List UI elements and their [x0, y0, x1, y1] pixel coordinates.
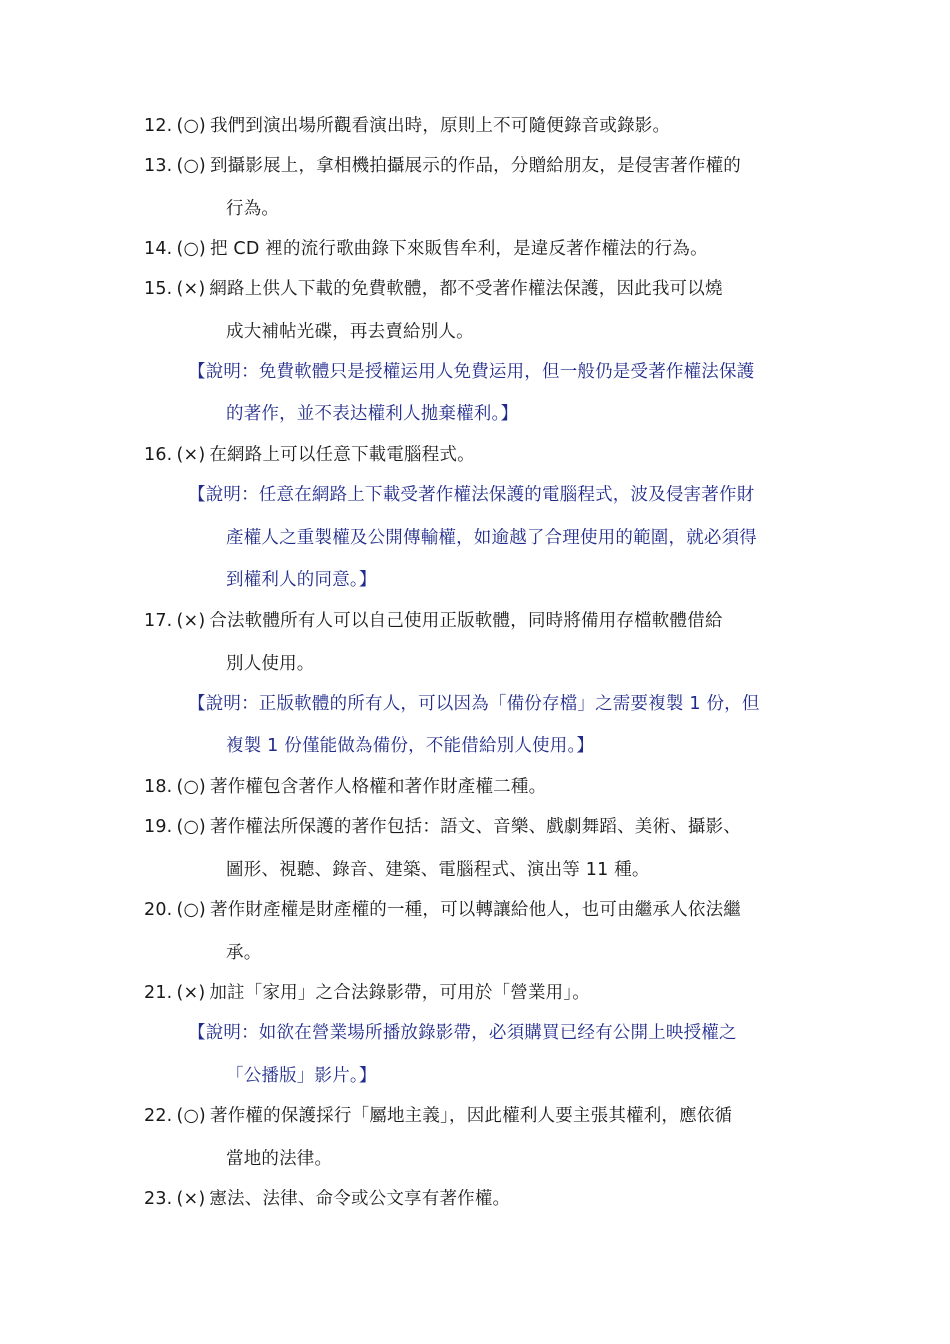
- question-21: [144, 980, 590, 1006]
- question-number: 23.: [144, 1189, 173, 1209]
- question-text: 合法軟體所有人可以自己使用正版軟體，同時將備用存檔軟體借給: [209, 611, 723, 631]
- question-continuation: 成大補帖光碟，再去賣給別人。: [226, 322, 474, 342]
- answer-mark: (○): [176, 239, 206, 259]
- explanation-note: 【說明：如欲在營業場所播放錄影帶，必須購買已经有公開上映授權之: [188, 1023, 737, 1043]
- question-20: [144, 897, 741, 923]
- question-number: 13.: [144, 156, 173, 176]
- question-number: 18.: [144, 777, 173, 797]
- question-number: 17.: [144, 611, 173, 631]
- question-continuation: 當地的法律。: [226, 1149, 333, 1169]
- question-text: 加註「家用」之合法錄影帶，可用於「營業用」。: [209, 983, 591, 1003]
- question-text: 著作財產權是財產權的一種，可以轉讓給他人，也可由繼承人依法繼: [209, 900, 741, 920]
- question-15: [144, 276, 723, 302]
- answer-mark: (×): [176, 445, 206, 465]
- question-text: 著作權包含著作人格權和著作財產權二種。: [209, 777, 547, 797]
- answer-mark: (○): [176, 156, 206, 176]
- explanation-note: 【說明：免費軟體只是授權运用人免費运用，但一般仍是受著作權法保護: [188, 362, 755, 382]
- explanation-note: 【說明：任意在網路上下載受著作權法保護的電腦程式，波及侵害著作財: [188, 485, 755, 505]
- explanation-continuation: 「公播版」影片。】: [226, 1066, 377, 1086]
- answer-mark: (×): [176, 611, 206, 631]
- question-number: 19.: [144, 817, 173, 837]
- question-continuation: 行為。: [226, 199, 280, 219]
- question-text: 在網路上可以任意下載電腦程式。: [209, 445, 475, 465]
- question-continuation: 承。: [226, 943, 262, 963]
- answer-mark: (×): [176, 1189, 206, 1209]
- question-text: 把 CD 裡的流行歌曲錄下來販售牟利，是違反著作權法的行為。: [209, 239, 708, 259]
- question-17: [144, 608, 723, 634]
- question-text: 憲法、法律、命令或公文享有著作權。: [209, 1189, 511, 1209]
- explanation-note: 【說明：正版軟體的所有人，可以因為「備份存檔」之需要複製 1 份，但: [188, 694, 760, 714]
- question-19: [144, 814, 741, 840]
- question-number: 14.: [144, 239, 173, 259]
- question-continuation: 別人使用。: [226, 654, 315, 674]
- question-number: 15.: [144, 279, 173, 299]
- answer-mark: (○): [176, 116, 206, 136]
- question-number: 22.: [144, 1106, 173, 1126]
- question-13: [144, 153, 741, 179]
- answer-mark: (○): [176, 1106, 206, 1126]
- question-number: 21.: [144, 983, 173, 1003]
- question-continuation: 圖形、視聽、錄音、建築、電腦程式、演出等 11 種。: [226, 860, 650, 880]
- answer-mark: (○): [176, 900, 206, 920]
- answer-mark: (○): [176, 777, 206, 797]
- question-number: 20.: [144, 900, 173, 920]
- question-23: [144, 1186, 510, 1212]
- question-22: [144, 1103, 732, 1129]
- explanation-continuation: 複製 1 份僅能做為備份，不能借給別人使用。】: [226, 736, 595, 756]
- question-18: [144, 774, 546, 800]
- question-text: 網路上供人下載的免費軟體，都不受著作權法保護，因此我可以燒: [209, 279, 723, 299]
- explanation-continuation: 產權人之重製權及公開傳輸權，如逾越了合理使用的範圍，就必須得: [226, 528, 757, 548]
- answer-mark: (×): [176, 279, 206, 299]
- answer-mark: (×): [176, 983, 206, 1003]
- explanation-continuation: 的著作，並不表达權利人拋棄權利。】: [226, 404, 519, 424]
- question-text: 著作權法所保護的著作包括：語文、音樂、戲劇舞蹈、美術、攝影、: [209, 817, 741, 837]
- question-14: [144, 236, 708, 262]
- question-text: 我們到演出場所觀看演出時，原則上不可隨便錄音或錄影。: [209, 116, 671, 136]
- question-text: 到攝影展上，拿相機拍攝展示的作品，分贈給朋友，是侵害著作權的: [209, 156, 741, 176]
- answer-mark: (○): [176, 817, 206, 837]
- explanation-continuation: 到權利人的同意。】: [226, 570, 377, 590]
- question-12: [144, 113, 670, 139]
- question-16: [144, 442, 475, 468]
- question-number: 16.: [144, 445, 173, 465]
- question-text: 著作權的保護採行「屬地主義」，因此權利人要主張其權利，應依循: [209, 1106, 733, 1126]
- question-number: 12.: [144, 116, 173, 136]
